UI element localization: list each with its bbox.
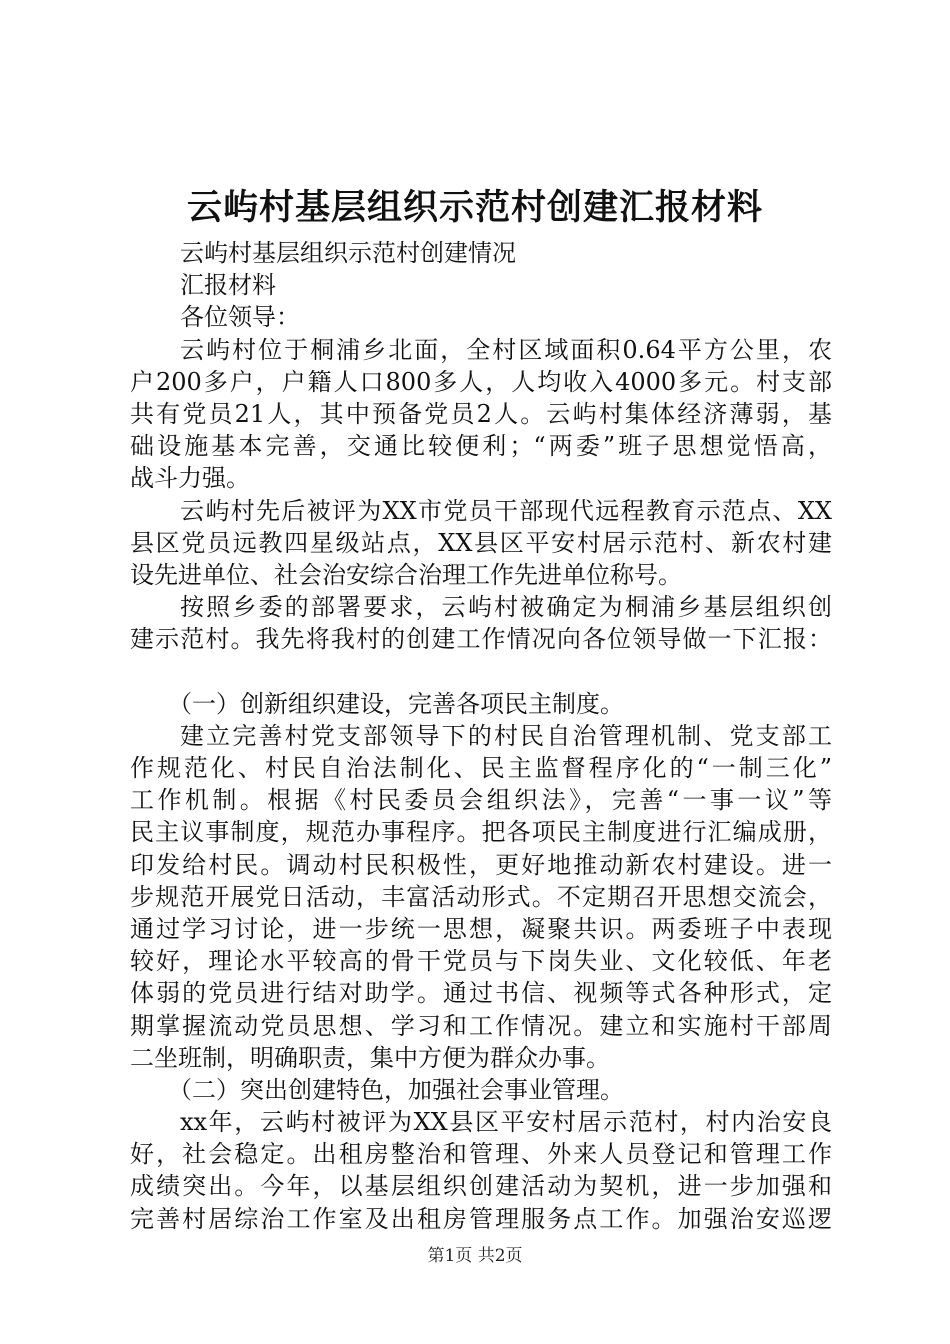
body-text-line: 好，社会稳定。出租房整治和管理、外来人员登记和管理工作 [130,1140,832,1169]
body-text-line: 共有党员21人，其中预备党员2人。云屿村集体经济薄弱，基 [130,399,832,428]
body-text-line: 战斗力强。 [130,464,250,493]
body-text-line: 工作机制。根据《村民委员会组织法》，完善“一事一议”等 [130,786,832,815]
page-footer: 第1页 共2页 [427,1246,523,1266]
body-text-line: 户200多户，户籍人口800多人，人均收入4000多元。村支部 [130,367,832,396]
body-text-line: 建立完善村党支部领导下的村民自治管理机制、党支部工 [180,721,832,750]
body-text-line: 期掌握流动党员思想、学习和工作情况。建立和实施村干部周 [130,1011,832,1040]
body-text-line: 民主议事制度，规范办事程序。把各项民主制度进行汇编成册， [130,818,832,847]
section-heading-line: （二）突出创建特色，加强社会事业管理。 [168,1075,624,1104]
body-text-line: 步规范开展党日活动，丰富活动形式。不定期召开思想交流会， [130,882,832,911]
body-text-line: 汇报材料 [180,271,276,300]
body-text-line: 体弱的党员进行结对助学。通过书信、视频等式各种形式，定 [130,979,832,1008]
document-body [130,237,832,1235]
section-heading-line: （一）创新组织建设，完善各项民主制度。 [168,689,624,718]
body-text-line: 设先进单位、社会治安综合治理工作先进单位称号。 [130,560,682,589]
body-text-line: 云屿村基层组织示范村创建情况 [180,239,516,267]
body-text-line: 完善村居综治工作室及出租房管理服务点工作。加强治安巡逻 [130,1204,832,1233]
body-text-line: 县区党员远教四星级站点，XX县区平安村居示范村、新农村建 [130,528,832,557]
body-text-line: xx年，云屿村被评为XX县区平安村居示范村，村内治安良 [180,1108,832,1137]
body-text-line: 础设施基本完善，交通比较便利；“两委”班子思想觉悟高， [130,432,832,461]
body-text-line: 成绩突出。今年，以基层组织创建活动为契机，进一步加强和 [130,1172,832,1201]
body-text-line: 较好，理论水平较高的骨干党员与下岗失业、文化较低、年老 [130,947,832,976]
body-text-line: 建示范村。我先将我村的创建工作情况向各位领导做一下汇报： [130,625,832,654]
body-text-line: 云屿村先后被评为XX市党员干部现代远程教育示范点、XX [180,496,832,525]
document-title: 云屿村基层组织示范村创建汇报材料 [186,187,763,228]
body-text-line: 二坐班制，明确职责，集中方便为群众办事。 [130,1043,610,1072]
body-text-line [130,655,832,687]
body-text-line: 作规范化、村民自治法制化、民主监督程序化的“一制三化” [130,754,832,782]
body-text-line: 云屿村位于桐浦乡北面，全村区域面积0.64平方公里，农 [180,335,832,364]
body-text-line: 各位领导： [180,303,300,332]
body-text-line: 印发给村民。调动村民积极性，更好地推动新农村建设。进一 [130,850,832,879]
body-text-line: 按照乡委的部署要求，云屿村被确定为桐浦乡基层组织创 [180,593,832,622]
body-text-line: 通过学习讨论，进一步统一思想，凝聚共识。两委班子中表现 [130,914,832,943]
